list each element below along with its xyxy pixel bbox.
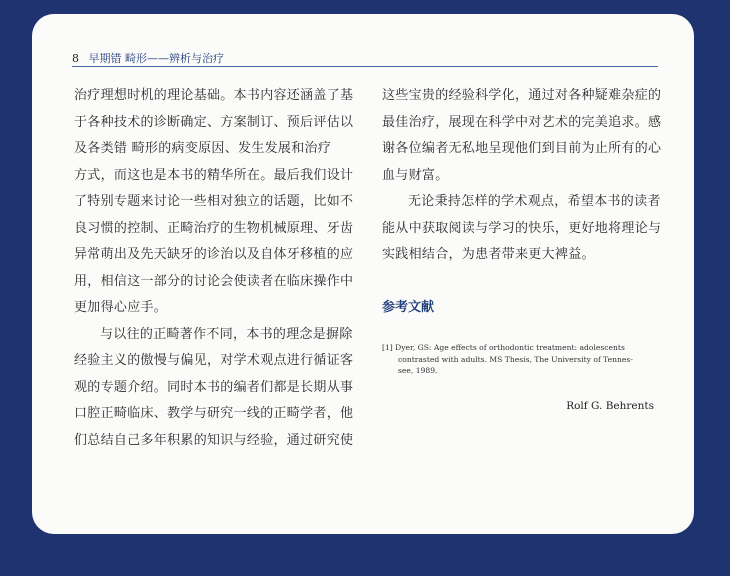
right-column	[382, 83, 664, 269]
text-line: 实践相结合，为患者带来更大裨益。	[382, 247, 595, 262]
left-column	[74, 83, 356, 454]
book-page	[32, 14, 694, 534]
page-number: 8	[72, 52, 79, 65]
text-line: 与以往的正畸著作不同，本书的理念是摒除	[100, 326, 353, 342]
running-head	[72, 50, 224, 66]
text-line: 治疗理想时机的理论基础。本书内容还涵盖了基	[74, 88, 354, 103]
text-line: 及各类错 畸形的病变原因、发生发展和治疗	[74, 141, 332, 156]
reference-line: [1] Dyer, GS: Age effects of orthodontic treatment: adolescents	[382, 343, 625, 352]
text-line: 观的专题介绍。同时本书的编者们都是长期从事	[74, 379, 354, 395]
text-line: 血与财富。	[382, 167, 449, 183]
header-rule	[72, 66, 658, 67]
text-line: 更加得心应手。	[74, 300, 168, 315]
reference-line: see, 1989.	[398, 366, 438, 375]
text-line: 这些宝贵的经验科学化，通过对各种疑难杂症的	[382, 88, 662, 103]
text-line: 异常萌出及先天缺牙的诊治以及自体牙移植的应	[74, 247, 354, 262]
text-line: 用，相信这一部分的讨论会使读者在临床操作中	[74, 273, 354, 289]
text-line: 了特别专题来讨论一些相对独立的话题，比如不	[74, 194, 354, 209]
text-line: 无论秉持怎样的学术观点，希望本书的读者	[408, 194, 661, 209]
text-line: 方式，而这也是本书的精华所在。最后我们设计	[74, 167, 354, 183]
reference-line: contrasted with adults. MS Thesis, The University of Tennes-	[398, 354, 633, 364]
text-line: 们总结自己多年积累的知识与经验，通过研究使	[74, 432, 354, 448]
references-heading: 参考文献	[382, 300, 435, 315]
text-line: 最佳治疗，展现在科学中对艺术的完美追求。感	[382, 114, 662, 130]
text-line: 谢各位编者无私地呈现他们到目前为止所有的心	[382, 141, 662, 156]
text-line: 于各种技术的诊断确定、方案制订、预后评估以	[74, 114, 354, 130]
text-line: 能从中获取阅读与学习的快乐，更好地将理论与	[382, 220, 662, 236]
text-line: 口腔正畸临床、教学与研究一线的正畸学者，他	[74, 406, 354, 421]
author-signature: Rolf G. Behrents	[566, 400, 654, 412]
reference-list	[382, 342, 662, 377]
text-line: 经验主义的傲慢与偏见，对学术观点进行循证客	[74, 353, 354, 368]
book-title: 早期错 畸形——辨析与治疗	[88, 52, 224, 65]
text-line: 良习惯的控制、正畸治疗的生物机械原理、牙齿	[74, 220, 354, 236]
